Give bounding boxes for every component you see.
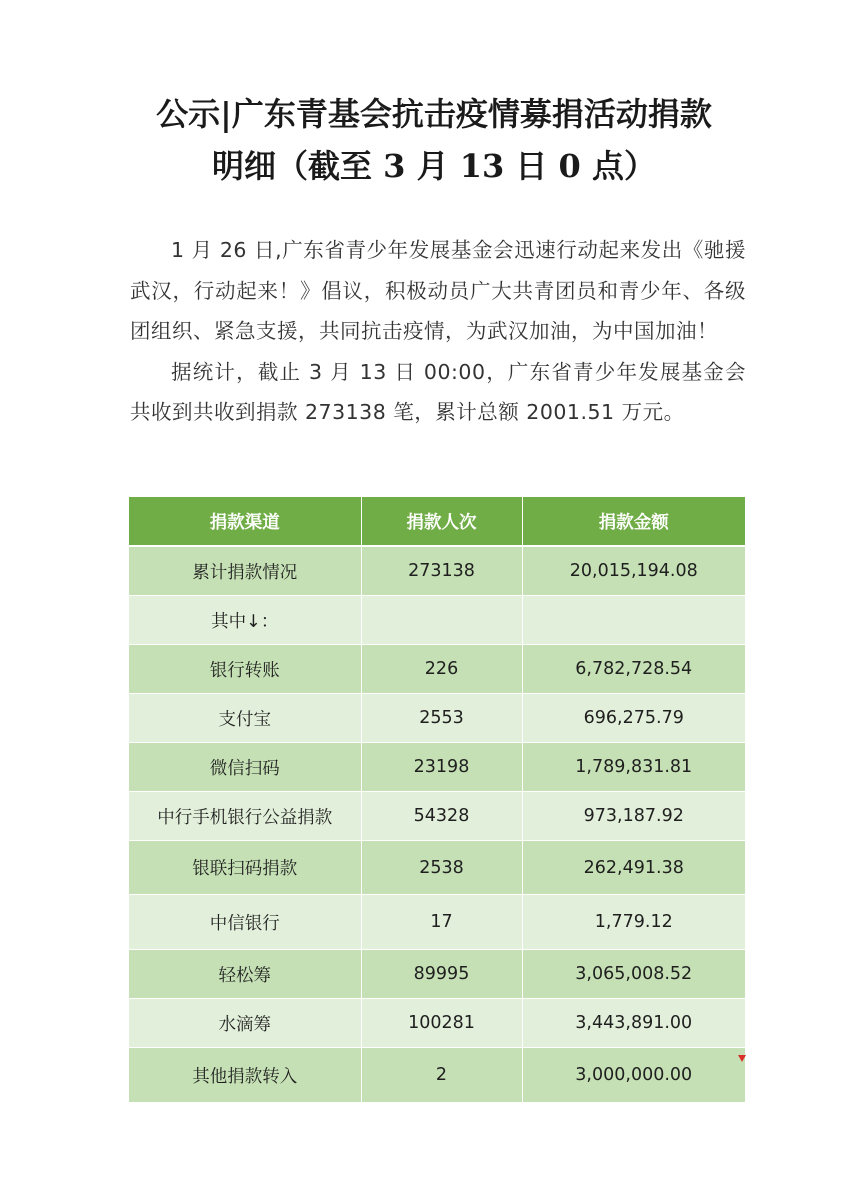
- cell-amount: 1,789,831.81: [522, 743, 745, 792]
- table-row: [129, 1048, 745, 1103]
- header-amount: 捐款金额: [522, 497, 745, 546]
- table-row: [129, 694, 745, 743]
- cell-count: 2: [361, 1048, 522, 1103]
- paragraph-statistics: 据统计，截止 3 月 13 日 00:00，广东省青少年发展基金会共收到共收到捐款 273138 笔，累计总额 2001.51 万元。: [130, 359, 746, 424]
- cell-amount: 1,779.12: [522, 895, 745, 950]
- cell-amount: 3,000,000.00: [522, 1048, 745, 1103]
- cell-amount: 6,782,728.54: [522, 645, 745, 694]
- table-row: [129, 999, 745, 1048]
- cell-channel: 中信银行: [129, 895, 361, 950]
- cell-count: 2538: [361, 841, 522, 895]
- paragraph-intro: 1 月 26 日,广东省青少年发展基金会迅速行动起来发出《驰援武汉，行动起来！》倡议，积极动员广大共青团员和青少年、各级团组织、紧急支援，共同抗击疫情，为武汉加油，为中国加油！: [130, 238, 746, 343]
- cell-count: 100281: [361, 999, 522, 1048]
- table-row: [129, 950, 745, 999]
- page-title-line1: 公示|广东青基会抗击疫情募捐活动捐款: [156, 95, 712, 133]
- donation-table-container: [129, 497, 745, 1103]
- table-row: [129, 895, 745, 950]
- table-header-row: [129, 497, 745, 546]
- cell-channel: 银联扫码捐款: [129, 841, 361, 895]
- cell-amount: 3,065,008.52: [522, 950, 745, 999]
- article-body: [130, 230, 746, 433]
- cell-channel: 累计捐款情况: [129, 546, 361, 596]
- cell-amount: 696,275.79: [522, 694, 745, 743]
- cell-channel: 轻松筹: [129, 950, 361, 999]
- cell-count: [361, 596, 522, 645]
- cell-count: 2553: [361, 694, 522, 743]
- page-title-line2: 明细（截至 3 月 13 日 0 点）: [212, 147, 656, 185]
- cell-amount: 20,015,194.08: [522, 546, 745, 596]
- header-count: 捐款人次: [361, 497, 522, 546]
- cell-amount: 262,491.38: [522, 841, 745, 895]
- table-row: [129, 596, 745, 645]
- cell-channel: 其中↓：: [129, 596, 361, 645]
- cell-channel: 中行手机银行公益捐款: [129, 792, 361, 841]
- cell-channel: 其他捐款转入: [129, 1048, 361, 1103]
- cell-channel: 水滴筹: [129, 999, 361, 1048]
- table-row: [129, 743, 745, 792]
- cell-channel: 银行转账: [129, 645, 361, 694]
- table-row: [129, 792, 745, 841]
- cell-count: 273138: [361, 546, 522, 596]
- cell-count: 226: [361, 645, 522, 694]
- table-row: [129, 645, 745, 694]
- cell-count: 54328: [361, 792, 522, 841]
- cell-count: 17: [361, 895, 522, 950]
- cell-amount: 3,443,891.00: [522, 999, 745, 1048]
- red-corner-mark: [738, 1055, 746, 1062]
- cell-channel: 支付宝: [129, 694, 361, 743]
- cell-count: 89995: [361, 950, 522, 999]
- donation-table: [129, 497, 745, 1103]
- table-row: [129, 841, 745, 895]
- table-row: [129, 546, 745, 596]
- cell-amount: [522, 596, 745, 645]
- header-channel: 捐款渠道: [129, 497, 361, 546]
- cell-channel: 微信扫码: [129, 743, 361, 792]
- cell-count: 23198: [361, 743, 522, 792]
- cell-amount: 973,187.92: [522, 792, 745, 841]
